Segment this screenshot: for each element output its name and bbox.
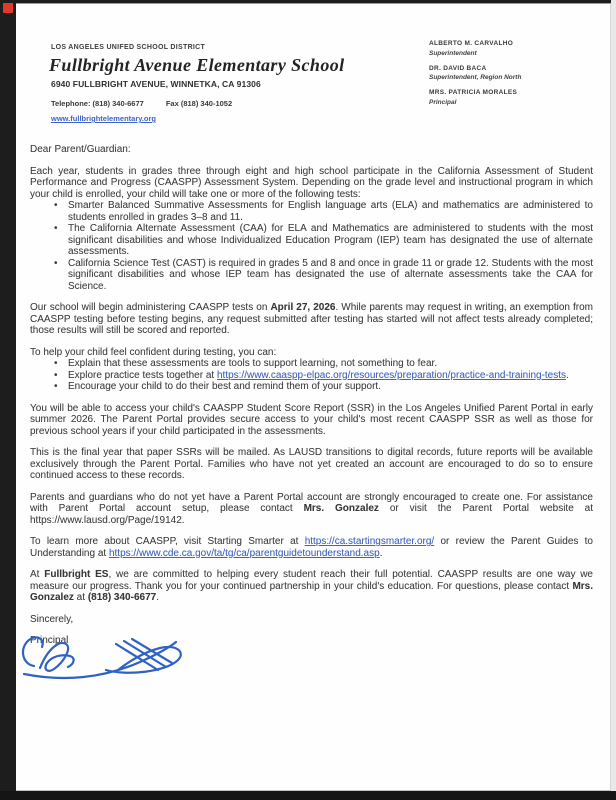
text-segment: . While parents may request in writing, an exemption from CAASPP testing before testing begins, any request submitted after testing has started will not affect tests already completed; those results will still be scored and reported. xyxy=(30,302,594,336)
paragraph-score-report: You will be able to access your child's CAASPP Student Score Report (SSR) in the Los Angeles Unified Parent Portal in early summer 2026. The Parent Portal provides secure access to your child's most recent CAASPP SSR as well as those for previous school years if your child participated in the assessments. xyxy=(30,402,593,437)
administrator-name: DR. DAVID BACA xyxy=(429,64,487,72)
paragraph-tests-intro: Each year, students in grades three through eight and high school participate in the California Assessment of Student Performance and Progress (CAASPP) Assessment System. Depending on the grade level and instructional program in which your child is enrolled, your child will take one or more of the following tests: xyxy=(30,165,593,200)
administrator-name: ALBERTO M. CARVALHO xyxy=(429,40,514,47)
salutation: Dear Parent/Guardian: xyxy=(30,144,131,155)
closing: Sincerely, xyxy=(30,613,74,625)
list-item xyxy=(30,370,593,382)
text-segment: or visit the Parent Portal website at https://www.lausd.org/Page/19142. xyxy=(30,503,594,526)
text-segment: Parents and guardians who do not yet have a Parent Portal account are strongly encouraged to create one. For assistance with Parent Portal account setup, please contact xyxy=(30,491,593,514)
administrator-entry xyxy=(429,89,579,106)
administrator-title: Superintendent, Region North xyxy=(429,74,522,81)
red-corner-marker xyxy=(3,3,13,13)
page-right-edge xyxy=(611,0,616,791)
test-start-date: April 27, 2026 xyxy=(270,302,336,313)
district-name: LOS ANGELES UNIFED SCHOOL DISTRICT xyxy=(51,44,206,51)
text-segment: Explore practice tests together at xyxy=(68,369,217,381)
administrator-list xyxy=(429,40,579,114)
text-segment: To learn more about CAASPP, visit Starting Smarter at xyxy=(30,536,305,547)
contact-phone: (818) 340-6677 xyxy=(87,592,157,603)
telephone-fax-line xyxy=(51,99,232,108)
text-segment: . xyxy=(156,592,159,603)
paragraph-commitment xyxy=(30,569,593,604)
school-address: 6940 FULLBRIGHT AVENUE, WINNETKA, CA 91306 xyxy=(51,79,261,89)
paragraph-paper-ssr: This is the final year that paper SSRs will be mailed. As LAUSD transitions to digital records, future reports will be available exclusively through the Parent Portal. Families who have not yet created an account are encouraged to do so to ensure continued access to these records. xyxy=(30,447,593,481)
school-short-name: Fullbright ES xyxy=(44,569,109,580)
fax-number: Fax (818) 340-1052 xyxy=(165,99,233,108)
text-segment: . xyxy=(566,369,569,381)
list-item: • Encourage your child to do their best and remind them of your support. xyxy=(30,381,593,393)
telephone-number: Telephone: (818) 340-6677 xyxy=(51,99,144,108)
administrator-entry xyxy=(429,65,579,82)
paragraph-portal-account xyxy=(30,492,593,527)
letter-page xyxy=(16,3,611,791)
text-segment: at xyxy=(73,592,88,603)
starting-smarter-link[interactable]: https://ca.startingsmarter.org/ xyxy=(304,536,435,547)
paragraph-test-dates xyxy=(30,302,593,337)
administrator-title: Superintendent xyxy=(429,49,477,57)
text-segment: Our school will begin administering CAASPP tests on xyxy=(30,302,271,313)
list-item: • Smarter Balanced Summative Assessments for English language arts (ELA) and mathematics are administered to students enrolled in grades 3–8 and 11. xyxy=(30,200,593,223)
background-bottom-bar xyxy=(0,791,616,800)
contact-name: Mrs. Gonzalez xyxy=(30,580,593,603)
administrator-entry xyxy=(429,40,579,57)
text-segment: . xyxy=(379,547,383,559)
paragraph-confidence-intro: To help your child feel confident during testing, you can: xyxy=(30,346,277,358)
parent-guide-link[interactable]: https://www.cde.ca.gov/ta/tg/ca/parentguidetounderstand.asp xyxy=(108,547,380,559)
signer-title: Principal xyxy=(30,635,69,646)
administrator-title: Principal xyxy=(429,98,457,106)
letter-body xyxy=(30,144,593,657)
contact-name: Mrs. Gonzalez xyxy=(303,503,379,514)
text-segment: or review the Parent Guides to Understanding at xyxy=(30,536,593,559)
school-website-link[interactable]: www.fullbrightelementary.org xyxy=(51,114,157,123)
list-item: • The California Alternate Assessment (CAA) for ELA and Mathematics are administered to students with the most significant disabilities and whose Individualized Education Program (IEP) team has designated the use of alternate assessments. xyxy=(30,223,593,258)
confidence-bullet-list xyxy=(30,358,593,393)
list-item: • Explain that these assessments are tools to support learning, not something to fear. xyxy=(30,358,593,370)
tests-bullet-list xyxy=(30,200,593,292)
list-item: • California Science Test (CAST) is required in grades 5 and 8 and once in grade 11 or grade 12. Students with the most significant disabilities and whose IEP team has designated the use of alternate assessments take the CAA for Science. xyxy=(30,258,593,293)
text-segment: At xyxy=(30,569,45,580)
paragraph-learn-more xyxy=(30,536,593,559)
administrator-name: MRS. PATRICIA MORALES xyxy=(429,89,518,96)
practice-tests-link[interactable]: https://www.caaspp-elpac.org/resources/preparation/practice-and-training-tests xyxy=(216,369,567,381)
school-name: Fullbright Avenue Elementary School xyxy=(49,55,345,75)
text-segment: , we are committed to helping every student reach their full potential. CAASPP results are one way we measure our progress. Thank you for your continued partnership in your child's education. For questions, please contact xyxy=(30,569,593,592)
